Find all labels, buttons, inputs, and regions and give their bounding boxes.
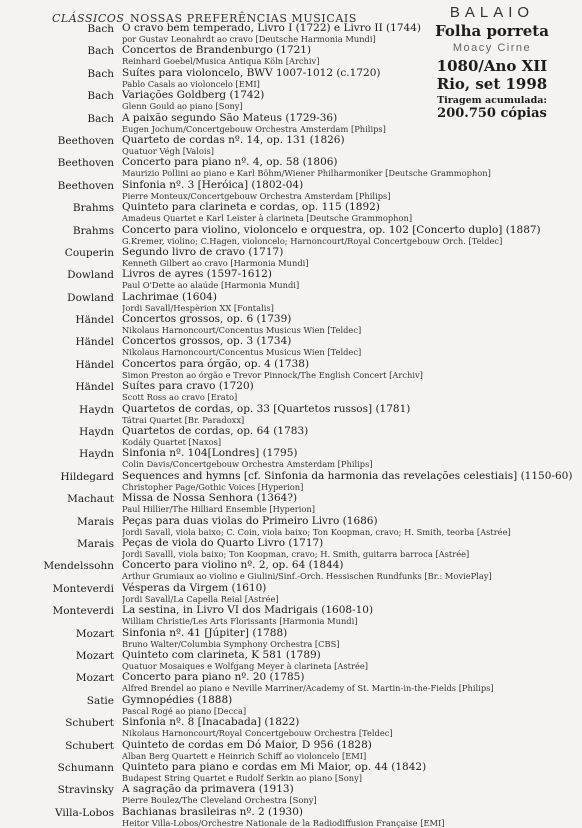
list-item: [0, 403, 582, 425]
work-title: Quinteto para clarineta e cordas, op. 115 (1892): [122, 201, 380, 214]
list-item: [0, 649, 582, 671]
performer-credit: Arthur Grumiaux ao violino e Giulini/Sinf.-Orch. Hessischen Rundfunks [Br.: MoviePlay]: [122, 571, 492, 582]
work-title: Suítes para cravo (1720): [122, 380, 254, 393]
work-title: Quartetos de cordas, op. 64 (1783): [122, 425, 309, 438]
recording-detail: [122, 112, 582, 134]
composer-name: Bach: [87, 23, 114, 35]
list-item: [0, 425, 582, 447]
recording-detail: [122, 716, 582, 738]
composer-name: Beethoven: [57, 157, 114, 170]
work-title: Peças para duas violas do Primeiro Livro (1686): [122, 514, 378, 527]
recording-detail: [122, 761, 582, 783]
performer-credit: Pierre Boulez/The Cleveland Orchestra [Sony]: [122, 795, 317, 806]
performer-credit: Amadeus Quartet e Karl Leister à clarineta [Deutsche Grammophon]: [122, 213, 413, 224]
performer-credit: Nikolaus Harnoncourt/Concentus Musicus Wien [Teldec]: [122, 325, 362, 336]
composer-name: Hildegard: [60, 470, 114, 483]
composer-name: Haydn: [79, 448, 114, 461]
composer-name: Beethoven: [57, 179, 114, 192]
performer-credit: Scott Ross ao cravo [Erato]: [122, 392, 238, 403]
work-title: O cravo bem temperado, Livro I (1722) e Livro II (1744): [122, 22, 421, 34]
composer-name: Marais: [76, 537, 114, 550]
performer-credit: Quatuor Végh [Valois]: [122, 145, 215, 156]
work-title: Peças de viola do Quarto Livro (1717): [122, 536, 324, 549]
recording-detail: [122, 537, 582, 559]
circulation-label: Tiragem acumulada:: [437, 95, 547, 106]
list-item: [0, 67, 582, 89]
list-item: [0, 44, 582, 66]
recording-detail: [122, 44, 582, 66]
work-title: Concertos grossos, op. 3 (1734): [122, 335, 292, 348]
composer-name: Haydn: [79, 426, 114, 439]
performer-credit: Maurizio Pollini ao piano e Karl Böhm/Wiener Philharmoniker [Deutsche Grammophon]: [122, 168, 491, 179]
composer-name: Mendelssohn: [43, 560, 114, 573]
composer-name: Haydn: [79, 403, 114, 416]
performer-credit: Paul Hillier/The Hilliard Ensemble [Hyperion]: [122, 504, 315, 515]
work-title: Quartetos de cordas, op. 33 [Quartetos russos] (1781): [122, 402, 411, 415]
list-item: [0, 112, 582, 134]
recording-detail: [122, 179, 582, 201]
work-title: Suítes para violoncelo, BWV 1007-1012 (c.1720): [122, 66, 381, 79]
recording-detail: [122, 134, 582, 156]
place-date: Rio, set 1998: [436, 75, 548, 93]
work-title: Concerto para piano nº. 4, op. 58 (1806): [122, 156, 338, 169]
work-title: Sequences and hymns [cf. Sinfonia da harmonia das revelações celestiais] (1150-60): [122, 469, 573, 482]
work-title: La sestina, in Livro VI dos Madrigais (1608-10): [122, 604, 374, 617]
composer-name: Bach: [87, 67, 114, 80]
work-title: Sinfonia nº. 104[Londres] (1795): [122, 447, 298, 460]
composer-name: Bach: [87, 45, 114, 58]
work-title: A sagração da primavera (1913): [122, 783, 294, 796]
list-item: [0, 470, 582, 492]
list-item: [0, 156, 582, 178]
list-item: [0, 739, 582, 761]
composer-name: Satie: [86, 694, 114, 707]
list-item: [0, 268, 582, 290]
recording-detail: [122, 425, 582, 447]
performer-credit: Heitor Villa-Lobos/Orchestre Nationale de la Radiodiffusion Française [EMI]: [122, 817, 445, 828]
work-title: Sinfonia nº. 41 [Júpiter] (1788): [122, 626, 288, 639]
performer-credit: Alban Berg Quartett e Heinrich Schiff ao violoncelo [EMI]: [122, 750, 367, 761]
performer-credit: Alfred Brendel ao piano e Neville Marriner/Academy of St. Martin-in-the-Fields [Philips]: [122, 683, 494, 694]
recording-detail: [122, 582, 582, 604]
performer-credit: Nikolaus Harnoncourt/Royal Concertgebouw Orchestra [Teldec]: [122, 728, 393, 739]
recording-detail: [122, 335, 582, 357]
list-item: [0, 335, 582, 357]
work-title: Quinteto para piano e cordas em Mi Maior, op. 44 (1842): [122, 760, 427, 773]
list-item: [0, 179, 582, 201]
performer-credit: Quatuor Mosaiques e Wolfgang Meyer à clarineta [Astrée]: [122, 660, 369, 671]
composer-name: Stravinsky: [57, 784, 114, 797]
list-item: [0, 291, 582, 313]
composer-name: Händel: [75, 314, 114, 327]
performer-credit: William Christie/Les Arts Florissants [Harmonia Mundi]: [122, 616, 358, 627]
issue-number: 1080/Ano XII: [436, 57, 548, 75]
recording-detail: [122, 268, 582, 290]
list-item: [0, 246, 582, 268]
recording-detail: [122, 291, 582, 313]
work-title: Concertos para órgão, op. 4 (1738): [122, 357, 310, 370]
performer-credit: Glenn Gould ao piano [Sony]: [122, 101, 243, 112]
composer-name: Couperin: [64, 246, 114, 259]
composer-name: Händel: [75, 358, 114, 371]
composer-name: Dowland: [67, 269, 114, 282]
list-item: [0, 134, 582, 156]
performer-credit: Christopher Page/Gothic Voices [Hyperion]: [122, 481, 304, 492]
performer-credit: Pierre Monteux/Concertgebouw Orchestra Amsterdam [Philips]: [122, 190, 391, 201]
recording-detail: [122, 246, 582, 268]
composer-name: Brahms: [72, 224, 114, 237]
work-title: Quarteto de cordas nº. 14, op. 131 (1826): [122, 133, 345, 146]
list-item: [0, 313, 582, 335]
composer-name: Händel: [75, 336, 114, 349]
recording-detail: [122, 515, 582, 537]
list-item: [0, 224, 582, 246]
performer-credit: Budapest String Quartet e Rudolf Serkin ao piano [Sony]: [122, 772, 363, 783]
work-title: A paixão segundo São Mateus (1729-36): [122, 111, 338, 124]
performer-credit: Jordi Savalll, viola baixo; Ton Koopman, cravo; H. Smith, guitarra barroca [Astrée]: [122, 548, 470, 559]
recording-detail: [122, 67, 582, 89]
publication-name: BALAIO: [449, 4, 535, 21]
list-item: [0, 380, 582, 402]
performer-credit: Colin Davis/Concertgebouw Orchestra Amsterdam [Philips]: [122, 459, 373, 470]
section-title: NOSSAS PREFERÊNCIAS MUSICAIS: [130, 12, 358, 25]
list-item: [0, 492, 582, 514]
performer-credit: por Gustav Leonahrdt ao cravo [Deutsche Harmonia Mundi]: [122, 34, 376, 44]
circulation-count: 200.750 cópias: [437, 106, 547, 121]
work-title: Concerto para violino nº. 2, op. 64 (1844): [122, 559, 344, 572]
list-item: [0, 22, 582, 44]
performer-credit: Jordi Savall/Hespèrion XX [Fontalis]: [122, 302, 274, 313]
work-title: Lachrimae (1604): [122, 290, 217, 303]
work-title: Variações Goldberg (1742): [122, 89, 265, 102]
section-label: CLÁSSICOS: [52, 12, 125, 25]
list-item: [0, 806, 582, 828]
list-item: [0, 582, 582, 604]
work-title: Bachianas brasileiras nº. 2 (1930): [122, 805, 303, 818]
performer-credit: Kenneth Gilbert ao cravo [Harmonia Mundi]: [122, 257, 309, 268]
recording-detail: [122, 403, 582, 425]
list-item: [0, 604, 582, 626]
recording-detail: [122, 201, 582, 223]
list-item: [0, 671, 582, 693]
composer-name: Mozart: [75, 649, 114, 662]
composer-name: Dowland: [67, 291, 114, 304]
composer-name: Monteverdi: [52, 582, 114, 595]
performer-credit: G.Kremer, violino; C.Hagen, violoncelo; Harnoncourt/Royal Concertgebouw Orch. [Teldec]: [122, 235, 503, 246]
recording-detail: [122, 358, 582, 380]
composer-name: Mozart: [75, 672, 114, 685]
work-title: Quinteto de cordas em Dó Maior, D 956 (1828): [122, 738, 372, 751]
recording-detail: [122, 694, 582, 716]
list-item: [0, 447, 582, 469]
recording-detail: [122, 492, 582, 514]
list-item: [0, 89, 582, 111]
work-title: Livros de ayres (1597-1612): [122, 268, 272, 281]
list-item: [0, 515, 582, 537]
composer-name: Beethoven: [57, 134, 114, 147]
composer-name: Villa-Lobos: [54, 806, 114, 819]
publication-subtitle: Folha porreta: [435, 22, 549, 40]
performer-credit: Kodály Quartet [Naxos]: [122, 437, 222, 448]
composer-name: Brahms: [72, 202, 114, 215]
recording-detail: [122, 559, 582, 581]
work-title: Quinteto com clarineta, K 581 (1789): [122, 648, 321, 661]
recording-detail: [122, 806, 582, 828]
performer-credit: Jordi Savall/La Capella Reial [Astrée]: [122, 593, 279, 604]
recording-detail: [122, 22, 582, 44]
recording-detail: [122, 739, 582, 761]
composer-name: Schubert: [65, 717, 114, 730]
list-item: [0, 201, 582, 223]
author-name: Moacy Cirne: [452, 42, 532, 54]
recording-detail: [122, 224, 582, 246]
composer-name: Bach: [87, 112, 114, 125]
recording-detail: [122, 380, 582, 402]
composer-name: Mozart: [75, 627, 114, 640]
list-item: [0, 694, 582, 716]
recording-detail: [122, 627, 582, 649]
recording-detail: [122, 783, 582, 805]
list-item: [0, 358, 582, 380]
performer-credit: Pascal Rogé ao piano [Decca]: [122, 705, 247, 716]
work-title: Concertos de Brandenburgo (1721): [122, 44, 312, 57]
performer-credit: Tátrai Quartet [Br. Paradoxx]: [122, 414, 245, 425]
work-title: Vésperas da Virgem (1610): [122, 581, 267, 594]
performer-credit: Nikolaus Harnoncourt/Concentus Musicus Wien [Teldec]: [122, 347, 362, 358]
work-title: Concerto para piano nº. 20 (1785): [122, 671, 305, 684]
list-item: [0, 783, 582, 805]
performer-credit: Reinhard Goebel/Musica Antiqua Köln [Archiv]: [122, 56, 320, 67]
composer-name: Schumann: [57, 761, 114, 774]
performer-credit: Bruno Walter/Columbia Symphony Orchestra [CBS]: [122, 638, 340, 649]
work-title: Missa de Nossa Senhora (1364?): [122, 492, 298, 505]
recording-detail: [122, 89, 582, 111]
recording-list: [0, 22, 582, 828]
work-title: Concertos grossos, op. 6 (1739): [122, 313, 292, 326]
composer-name: Händel: [75, 381, 114, 394]
composer-name: Machaut: [67, 493, 114, 506]
list-item: [0, 537, 582, 559]
list-item: [0, 761, 582, 783]
list-item: [0, 627, 582, 649]
list-item: [0, 716, 582, 738]
work-title: Sinfonia nº. 3 [Heróica] (1802-04): [122, 178, 304, 191]
composer-name: Monteverdi: [52, 605, 114, 618]
recording-detail: [122, 470, 582, 492]
performer-credit: Simon Preston ao órgão e Trevor Pinnock/The English Concert [Archiv]: [122, 369, 423, 380]
recording-detail: [122, 447, 582, 469]
recording-detail: [122, 313, 582, 335]
composer-name: Bach: [87, 90, 114, 103]
composer-name: Schubert: [65, 739, 114, 752]
performer-credit: Eugen Jochum/Concertgebouw Orchestra Amsterdam [Philips]: [122, 123, 386, 134]
performer-credit: Jordi Savall, viola baixo; C. Coin, viola baixo; Ton Koopman, cravo; H. Smith, teorba [Astrée]: [122, 526, 511, 537]
composer-name: Marais: [76, 515, 114, 528]
recording-detail: [122, 604, 582, 626]
list-item: [0, 559, 582, 581]
work-title: Gymnopédies (1888): [122, 693, 233, 706]
performer-credit: Pablo Casals ao violoncelo [EMI]: [122, 78, 260, 89]
recording-detail: [122, 156, 582, 178]
recording-detail: [122, 649, 582, 671]
work-title: Concerto para violino, violoncelo e orquestra, op. 102 [Concerto duplo] (1887): [122, 223, 541, 236]
work-title: Segundo livro de cravo (1717): [122, 245, 284, 258]
recording-detail: [122, 671, 582, 693]
work-title: Sinfonia nº. 8 [Inacabada] (1822): [122, 716, 300, 729]
performer-credit: Paul O'Dette ao alaúde [Harmonia Mundi]: [122, 280, 300, 291]
